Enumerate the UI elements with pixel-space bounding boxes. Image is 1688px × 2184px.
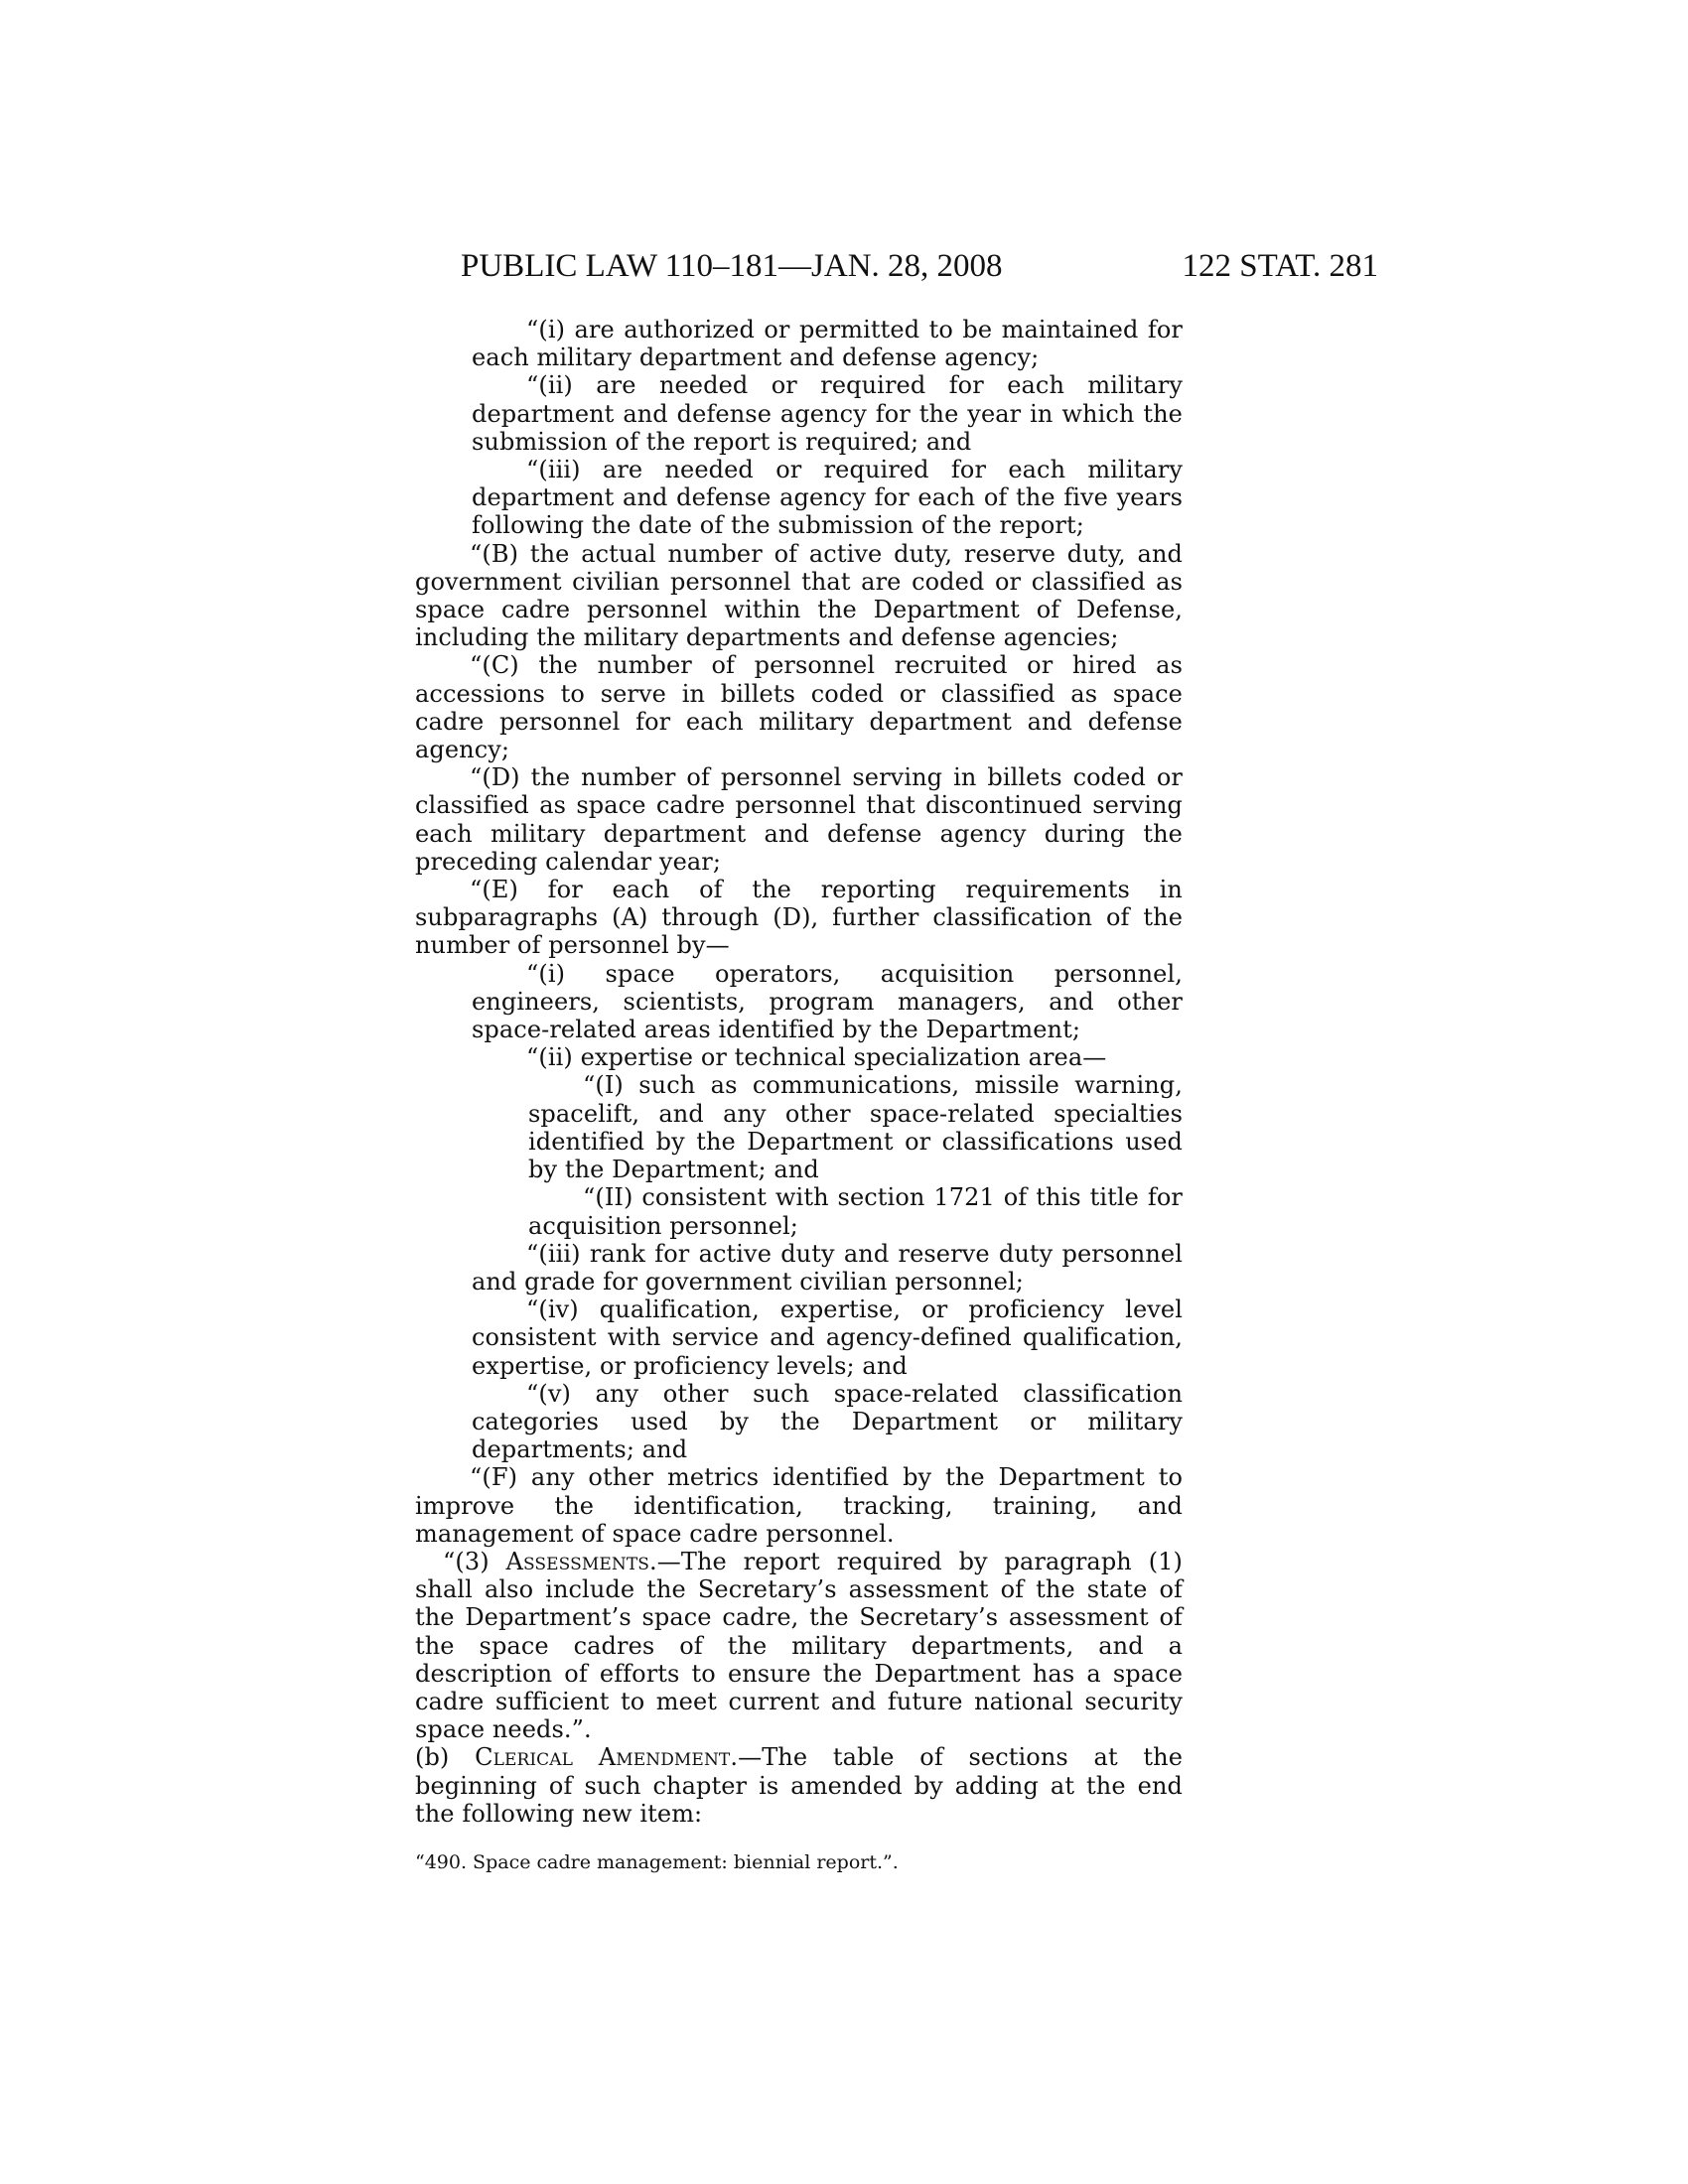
clause-e-iv: “(iv) qualification, expertise, or proficiency level consistent with service and agency-defined qualification, expertise, or proficiency levels; and <box>472 1296 1183 1380</box>
subsection-b-prefix: (b) <box>415 1743 476 1772</box>
subparagraph-b: “(B) the actual number of active duty, reserve duty, and government civilian personnel that are coded or classified as space cadre personnel within the Department of Defense, including the military departments and defense agencies; <box>415 539 1183 652</box>
subsection-b-heading: Clerical Amendment <box>475 1743 731 1772</box>
subsection-b-text: .—The table of sections at the beginning of such chapter is amended by adding at the end the following new item: <box>415 1743 1184 1828</box>
subparagraph-e: “(E) for each of the reporting requirements in subparagraphs (A) through (D), further classification of the number of personnel by— <box>415 876 1183 960</box>
clause-e-i: “(i) space operators, acquisition personnel, engineers, scientists, program managers, and other space-related areas identified by the Department; <box>472 959 1183 1044</box>
paragraph-3-heading: Assessments <box>505 1547 650 1575</box>
clause-a-ii: “(ii) are needed or required for each military department and defense agency for the year in which the submission of the report is required; and <box>472 371 1183 456</box>
table-of-sections-item: “490. Space cadre management: biennial report.”. <box>415 1851 899 1873</box>
clause-e-ii-items <box>472 1071 1183 1239</box>
subclause-e-ii-II: “(II) consistent with section 1721 of this title for acquisition personnel; <box>528 1183 1183 1240</box>
subparagraph-d: “(D) the number of personnel serving in billets coded or classified as space cadre personnel that discontinued serving each military department and defense agency during the preceding calendar year; <box>415 763 1183 876</box>
subparagraph-a-items <box>415 316 1183 540</box>
clause-e-iii: “(iii) rank for active duty and reserve duty personnel and grade for government civilian personnel; <box>472 1239 1183 1296</box>
paragraph-3-assessments <box>415 1548 1183 1743</box>
clause-e-v: “(v) any other such space-related classification categories used by the Department or military departments; and <box>472 1379 1183 1464</box>
subsection-b-clerical-amendment <box>415 1743 1183 1828</box>
clause-e-ii: “(ii) expertise or technical specialization area— <box>526 1043 1107 1072</box>
public-law-citation: PUBLIC LAW 110–181—JAN. 28, 2008 <box>461 248 1003 284</box>
paragraph-3-text: .—The report required by paragraph (1) shall also include the Secretary’s assessment of the state of the Department’s space cadre, the Secretary’s assessment of the space cadres of the military departments, and a description of efforts to ensure the Department has a space cadre sufficient to meet current and future national security space needs.”. <box>415 1547 1183 1744</box>
subparagraph-c: “(C) the number of personnel recruited or hired as accessions to serve in billets coded or classified as space cadre personnel for each military department and defense agency; <box>415 651 1183 764</box>
clause-a-iii: “(iii) are needed or required for each military department and defense agency for each of the five years following the date of the submission of the report; <box>472 456 1183 540</box>
page-header <box>461 246 1378 286</box>
subparagraph-f: “(F) any other metrics identified by the Department to improve the identification, tracking, training, and management of space cadre personnel. <box>415 1463 1183 1548</box>
subclause-e-ii-I: “(I) such as communications, missile warning, spacelift, and any other space-related specialties identified by the Department or classifications used by the Department; and <box>528 1071 1183 1184</box>
statute-page-number: 122 STAT. 281 <box>1182 248 1378 284</box>
clause-a-i: “(i) are authorized or permitted to be maintained for each military department and defense agency; <box>472 316 1183 372</box>
paragraph-3-prefix: “(3) <box>443 1547 506 1575</box>
subparagraph-e-items <box>415 960 1183 1464</box>
statute-body <box>415 316 1183 1828</box>
